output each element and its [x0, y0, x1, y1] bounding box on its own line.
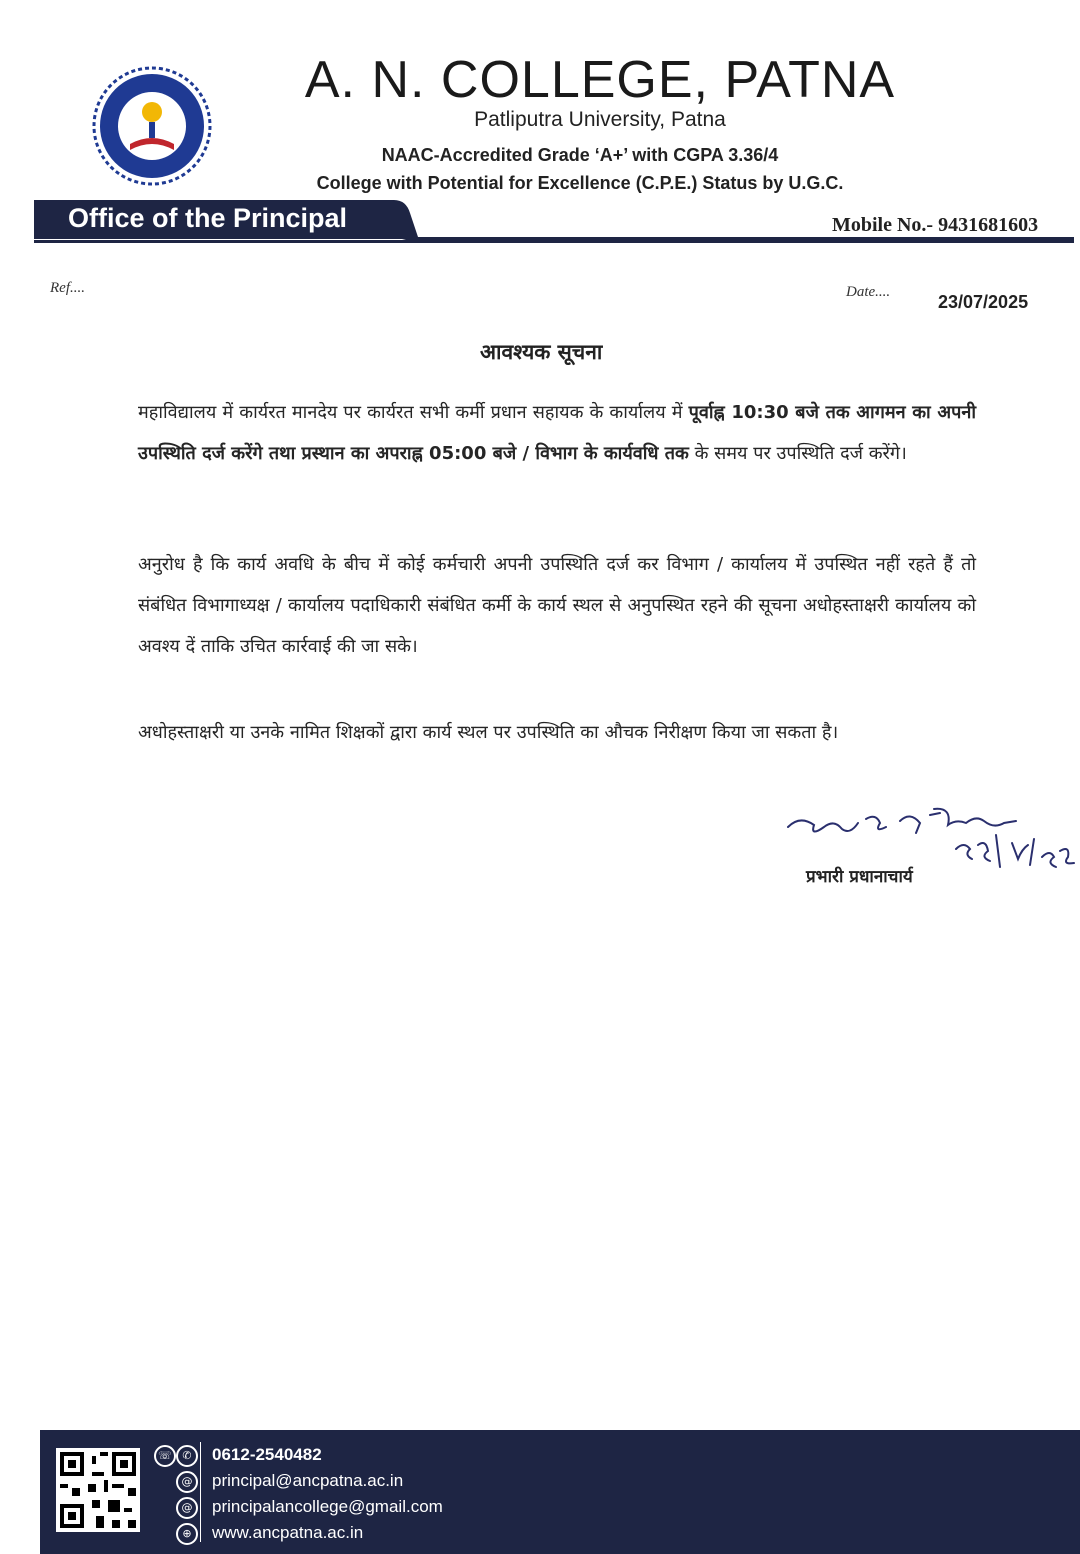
naac-accreditation: NAAC-Accredited Grade ‘A+’ with CGPA 3.36/4 — [381, 145, 779, 165]
para1-text-start: महाविद्यालय में कार्यरत मानदेय पर कार्यरत सभी कर्मी प्रधान सहायक के कार्यालय में — [138, 402, 689, 423]
notice-paragraph-2: अनुरोध है कि कार्य अवधि के बीच में कोई कर्मचारी अपनी उपस्थिति दर्ज कर विभाग / कार्यालय में उपस्थित नहीं रहते हैं तो संबंधित विभागाध्यक्ष / कार्यालय पदाधिकारी संबंधित कर्मी के कार्य स्थल से अनुपस्थित रहने की सूचना अधोहस्ताक्षरी कार्यालय को अवश्य दें ताकि उचित कार्रवाई की जा सके। — [138, 554, 976, 657]
college-name: A. N. COLLEGE, PATNA — [304, 51, 896, 109]
notice-paragraph-1 — [138, 392, 976, 474]
university-name: Patliputra University, Patna — [474, 108, 726, 131]
para1-text-end: के समय पर उपस्थिति दर्ज करेंगे। — [688, 443, 907, 464]
whatsapp-icon: ✆ — [176, 1445, 198, 1467]
signatory-designation: प्रभारी प्रधानाचार्य — [806, 867, 913, 887]
notice-title: आवश्यक सूचना — [480, 340, 603, 364]
ref-label: Ref.... — [50, 280, 85, 296]
globe-icon: ⊕ — [176, 1523, 198, 1545]
notice-paragraph-3: अधोहस्ताक्षरी या उनके नामित शिक्षकों द्वारा कार्य स्थल पर उपस्थिति का औचक निरीक्षण किया जा सकता है। — [138, 722, 839, 743]
phone-icon: ☏ — [154, 1445, 176, 1467]
office-title: Office of the Principal — [68, 203, 348, 233]
cpe-status: College with Potential for Excellence (C.P.E.) Status by U.G.C. — [316, 173, 844, 193]
email-icon-2: @ — [176, 1497, 198, 1519]
email-icon: @ — [176, 1471, 198, 1493]
footer-email-principal: principal@ancpatna.ac.in — [212, 1471, 404, 1490]
footer-phone: 0612-2540482 — [212, 1445, 322, 1464]
para1-bold-timing: पूर्वाह्न 10:30 बजे तक आगमन का अपनी उपस्थिति दर्ज करेंगे तथा प्रस्थान का अपराह्न 05:00 बजे / विभाग के कार्यवधि तक — [138, 402, 976, 464]
date-value: 23/07/2025 — [938, 292, 1029, 312]
college-logo — [92, 66, 212, 186]
qr-code-icon — [56, 1448, 140, 1532]
mobile-number: Mobile No.- 9431681603 — [832, 214, 1039, 236]
footer-email-gmail: principalancollege@gmail.com — [212, 1497, 443, 1516]
date-label: Date.... — [846, 284, 891, 300]
footer-divider — [200, 1442, 201, 1542]
footer-website: www.ancpatna.ac.in — [212, 1523, 364, 1542]
